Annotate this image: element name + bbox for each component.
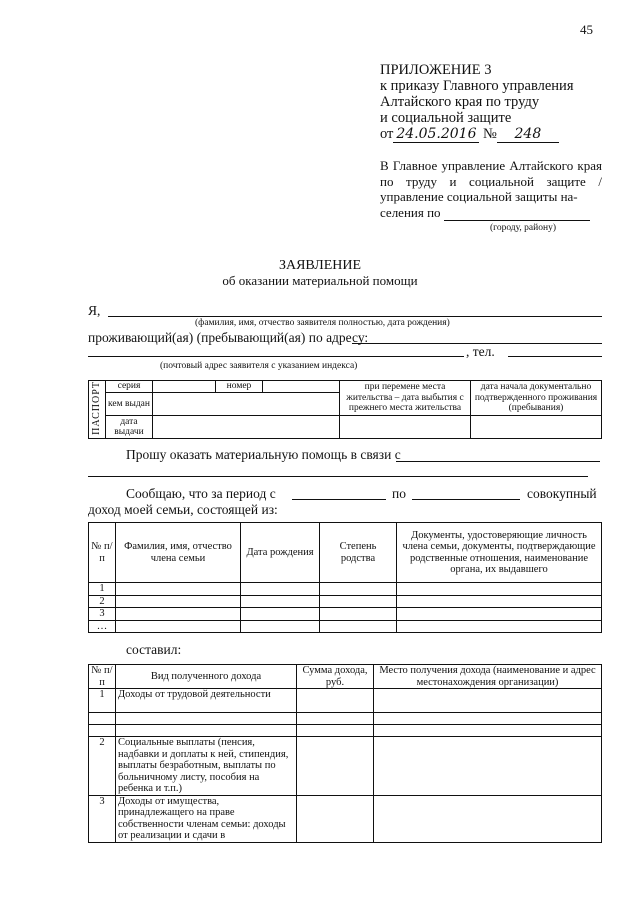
family-col-documents: Документы, удостоверяющие личность члена семьи, документы, подтверждающие родственные отношения, наименование органа, их выдавшего: [397, 523, 602, 583]
row-number: 3: [89, 795, 116, 842]
income-col-amount: Сумма дохода, руб.: [297, 665, 374, 689]
period-label: Сообщаю, что за период с: [126, 486, 276, 501]
number-label: №: [483, 126, 497, 142]
table-row: [89, 737, 602, 796]
addressee-last-line: [380, 205, 602, 222]
row-number: [89, 713, 116, 725]
number-label-passport: номер: [216, 381, 263, 393]
composed-label: составил:: [126, 642, 182, 657]
issue-date-label: дата выдачи: [106, 416, 153, 439]
family-col-num: № п/п: [89, 523, 116, 583]
addressee-block: [380, 158, 602, 237]
residence-start-header: дата начала документально подтвержденного проживания (пребывания): [471, 381, 602, 416]
number-field[interactable]: [263, 381, 340, 393]
row-number: …: [89, 620, 116, 633]
appendix-date-line: [380, 126, 574, 143]
order-number: 248: [497, 126, 559, 143]
period-to-label: по: [392, 486, 406, 501]
series-field[interactable]: [153, 381, 216, 393]
table-row: [89, 725, 602, 737]
appendix-order-line: к приказу Главного управления: [380, 78, 574, 94]
family-col-relation: Степень родства: [320, 523, 397, 583]
address-field-2[interactable]: [88, 356, 464, 357]
table-row: [89, 608, 602, 621]
appendix-protection-line: и социальной защите: [380, 110, 512, 126]
row-number: 3: [89, 608, 116, 621]
document-subtitle: об оказании материальной помощи: [222, 273, 418, 288]
issued-by-label: кем выдан: [106, 393, 153, 416]
page-number: 45: [580, 22, 593, 37]
district-field[interactable]: [444, 205, 590, 222]
residence-start-field[interactable]: [471, 416, 602, 439]
period-from-field[interactable]: [292, 499, 386, 500]
table-row: [89, 583, 602, 596]
passport-side-label: ПАСПОРТ: [89, 381, 106, 439]
income-col-num: № п/п: [89, 665, 116, 689]
request-reason-field[interactable]: [396, 461, 600, 462]
addressee-text: В Главное управление Алтайского края по труду и социальной защите / управление социальной защиты на-: [380, 158, 602, 204]
table-row: [89, 595, 602, 608]
fio-field[interactable]: [108, 316, 602, 317]
row-number: 2: [89, 737, 116, 796]
row-number: 2: [89, 595, 116, 608]
addressee-prefix: селения по: [380, 204, 441, 220]
move-date-header: при перемене места жительства – дата выбытия с прежнего места жительства: [340, 381, 471, 416]
move-date-field[interactable]: [340, 416, 471, 439]
order-date: 24.05.2016: [393, 126, 479, 143]
phone-label: , тел.: [466, 344, 495, 359]
appendix-region-line: Алтайского края по труду: [380, 94, 540, 110]
row-number: 1: [89, 583, 116, 596]
income-type: Доходы от трудовой деятельности: [116, 689, 297, 713]
table-row: [89, 620, 602, 633]
family-col-birth: Дата рождения: [241, 523, 320, 583]
appendix-header: [380, 62, 574, 143]
family-intro: доход моей семьи, состоящей из:: [88, 502, 278, 517]
income-col-type: Вид полученного дохода: [116, 665, 297, 689]
row-number: 1: [89, 689, 116, 713]
family-col-name: Фамилия, имя, отчество члена семьи: [116, 523, 241, 583]
income-col-place: Место получения дохода (наименование и адрес местонахождения организации): [374, 665, 602, 689]
passport-table: [88, 380, 602, 439]
aggregate-label: совокупный: [527, 486, 597, 501]
income-type: Социальные выплаты (пенсия, надбавки и доплаты к ней, стипендия, выплаты безработным, выплаты по больничному листу, пособия на ребенка и т.п.): [116, 737, 297, 796]
request-reason-field-2[interactable]: [88, 476, 588, 477]
table-row: [89, 713, 602, 725]
appendix-title: ПРИЛОЖЕНИЕ 3: [380, 62, 492, 78]
i-label: Я,: [88, 303, 101, 318]
income-type: [116, 713, 297, 725]
issued-by-field[interactable]: [153, 393, 340, 416]
address-hint: (почтовый адрес заявителя с указанием индекса): [160, 361, 358, 371]
district-hint: (городу, району): [490, 223, 556, 233]
phone-field[interactable]: [508, 356, 602, 357]
table-row: [89, 689, 602, 713]
table-row: [89, 795, 602, 842]
income-table: [88, 664, 602, 843]
residing-label: проживающий(ая) (пребывающий(ая) по адресу:: [88, 330, 369, 345]
period-to-field[interactable]: [412, 499, 520, 500]
fio-hint: (фамилия, имя, отчество заявителя полностью, дата рождения): [195, 318, 450, 328]
family-table: [88, 522, 602, 633]
issue-date-field[interactable]: [153, 416, 340, 439]
from-label: от: [380, 126, 394, 142]
request-text: Прошу оказать материальную помощь в связи с: [126, 447, 401, 462]
document-title: ЗАЯВЛЕНИЕ: [278, 258, 362, 273]
series-label: серия: [106, 381, 153, 393]
income-type: Доходы от имущества, принадлежащего на праве собственности членам семьи: доходы от реализации и сдачи в: [116, 795, 297, 842]
